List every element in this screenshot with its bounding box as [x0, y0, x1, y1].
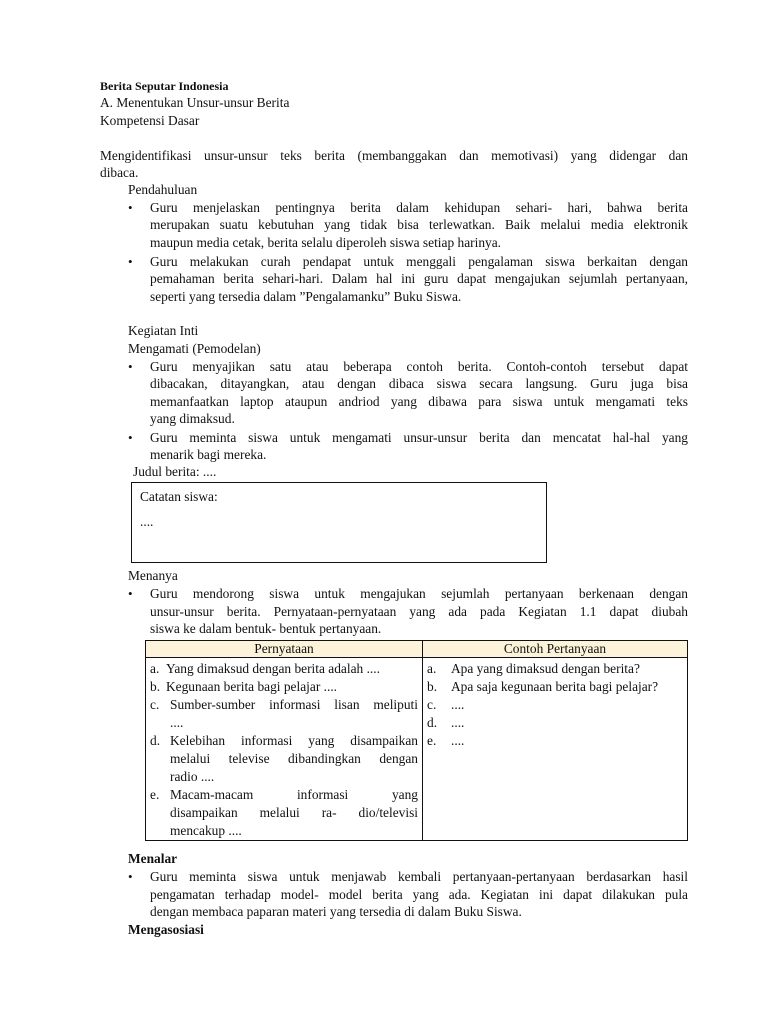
col-header-pernyataan: Pernyataan [146, 641, 423, 658]
bullet-icon: • [128, 586, 133, 601]
pernyataan-table [145, 640, 688, 841]
site-title: Berita Seputar Indonesia [100, 79, 229, 93]
pernyataan-cell [146, 658, 423, 841]
item-text: Apa yang dimaksud dengan berita? [451, 661, 640, 676]
list-item [150, 696, 418, 732]
item-text: Yang dimaksud dengan berita adalah .... [166, 661, 380, 676]
bullet-icon: • [128, 430, 133, 445]
item-text: Kelebihan informasi yang disampaikan [170, 733, 418, 748]
catatan-label: Catatan siswa: [140, 489, 218, 504]
item-text: .... [451, 715, 465, 730]
menalar-b1-l1: Guru meminta siswa untuk menjawab kembali pertanyaan-pertanyaan berdasarkan hasil [150, 869, 688, 884]
menanya-heading: Menanya [128, 568, 178, 583]
kegiatan-inti-heading: Kegiatan Inti [128, 323, 199, 338]
mengasosiasi-heading: Mengasosiasi [128, 922, 204, 937]
item-label: e. [427, 733, 437, 748]
item-label: a. [150, 661, 160, 676]
section-title: A. Menentukan Unsur-unsur Berita [100, 95, 290, 110]
list-item [150, 678, 418, 696]
inti-b1-l1: Guru menyajikan satu atau beberapa contoh berita. Contoh-contoh tersebut dapat [150, 359, 688, 374]
item-text: .... [170, 715, 184, 730]
item-label: c. [150, 697, 160, 712]
item-label: c. [427, 697, 437, 712]
inti-b2-l1: Guru meminta siswa untuk mengamati unsur-unsur berita dan mencatat hal-hal yang [150, 430, 688, 445]
pendahuluan-b1-l3: maupun media cetak, berita selalu diperoleh siswa setiap harinya. [150, 235, 502, 250]
item-text: mencakup .... [170, 823, 242, 838]
bullet-icon: • [128, 869, 133, 884]
item-label: a. [427, 661, 437, 676]
item-label: b. [427, 679, 438, 694]
inti-b1-l4: yang dimaksud. [150, 411, 235, 426]
intro-line-1: Mengidentifikasi unsur-unsur teks berita (membanggakan dan memotivasi) yang didengar dan [100, 148, 688, 163]
catatan-box [131, 482, 547, 563]
list-item [427, 714, 683, 732]
catatan-value: .... [140, 514, 154, 529]
item-text: .... [451, 733, 465, 748]
menanya-b1-l2: unsur-unsur berita. Pernyataan-pernyataan yang ada pada Kegiatan 1.1 dapat diubah [150, 604, 688, 619]
list-item [427, 696, 683, 714]
item-text: disampaikan melalui ra- dio/televisi [170, 805, 418, 820]
mengamati-heading: Mengamati (Pemodelan) [128, 341, 261, 356]
pendahuluan-b2-l3: seperti yang tersedia dalam ”Pengalamanku” Buku Siswa. [150, 289, 462, 304]
menanya-b1-l3: siswa ke dalam bentuk- bentuk pertanyaan. [150, 621, 382, 636]
menalar-b1-l3: dengan membaca paparan materi yang tersedia di dalam Buku Siswa. [150, 904, 522, 919]
item-label: d. [427, 715, 438, 730]
menalar-heading: Menalar [128, 851, 178, 866]
list-item [150, 732, 418, 786]
intro-line-2: dibaca. [100, 165, 139, 180]
list-item [427, 660, 683, 678]
col-header-contoh: Contoh Pertanyaan [423, 641, 688, 658]
list-item [150, 660, 418, 678]
pendahuluan-b1-l2: merupakan suatu kebutuhan yang tidak bisa terlewatkan. Baik melalui media elektronik [150, 217, 688, 232]
menanya-b1-l1: Guru mendorong siswa untuk mengajukan sejumlah pertanyaan berkenaan dengan [150, 586, 688, 601]
pendahuluan-b1-l1: Guru menjelaskan pentingnya berita dalam kehidupan sehari- hari, bahwa berita [150, 200, 688, 215]
kompetensi-heading: Kompetensi Dasar [100, 113, 200, 128]
item-text: .... [451, 697, 465, 712]
bullet-icon: • [128, 254, 133, 269]
inti-b2-l2: menarik bagi mereka. [150, 447, 267, 462]
item-text: Apa saja kegunaan berita bagi pelajar? [451, 679, 659, 694]
contoh-cell [423, 658, 688, 841]
list-item [427, 732, 683, 750]
item-text: radio .... [170, 769, 215, 784]
inti-b1-l3: memanfaatkan laptop ataupun andriod yang dibawa para siswa untuk mengamati teks [150, 394, 688, 409]
item-label: e. [150, 787, 160, 802]
bullet-icon: • [128, 359, 133, 374]
pendahuluan-b2-l2: pemahaman berita sehari-hari. Dalam hal ini guru dapat mengajukan sejumlah pertanyaan, [150, 271, 688, 286]
item-label: d. [150, 733, 161, 748]
menalar-b1-l2: pengamatan terhadap model- model berita yang ada. Kegiatan ini dapat dilakukan pula [150, 887, 688, 902]
item-text: melalui televise dibandingkan dengan [170, 751, 418, 766]
bullet-icon: • [128, 200, 133, 215]
pendahuluan-b2-l1: Guru melakukan curah pendapat untuk menggali pengalaman siswa berkaitan dengan [150, 254, 688, 269]
inti-b1-l2: dibacakan, ditayangkan, atau dengan dibaca siswa secara langsung. Guru juga bisa [150, 376, 688, 391]
pendahuluan-heading: Pendahuluan [128, 182, 198, 197]
item-label: b. [150, 679, 161, 694]
item-text: Macam-macam informasi yang [170, 787, 418, 802]
item-text: Sumber-sumber informasi lisan meliputi [170, 697, 418, 712]
list-item [150, 786, 418, 840]
item-text: Kegunaan berita bagi pelajar .... [166, 679, 338, 694]
judul-berita: Judul berita: .... [133, 464, 217, 479]
list-item [427, 678, 683, 696]
